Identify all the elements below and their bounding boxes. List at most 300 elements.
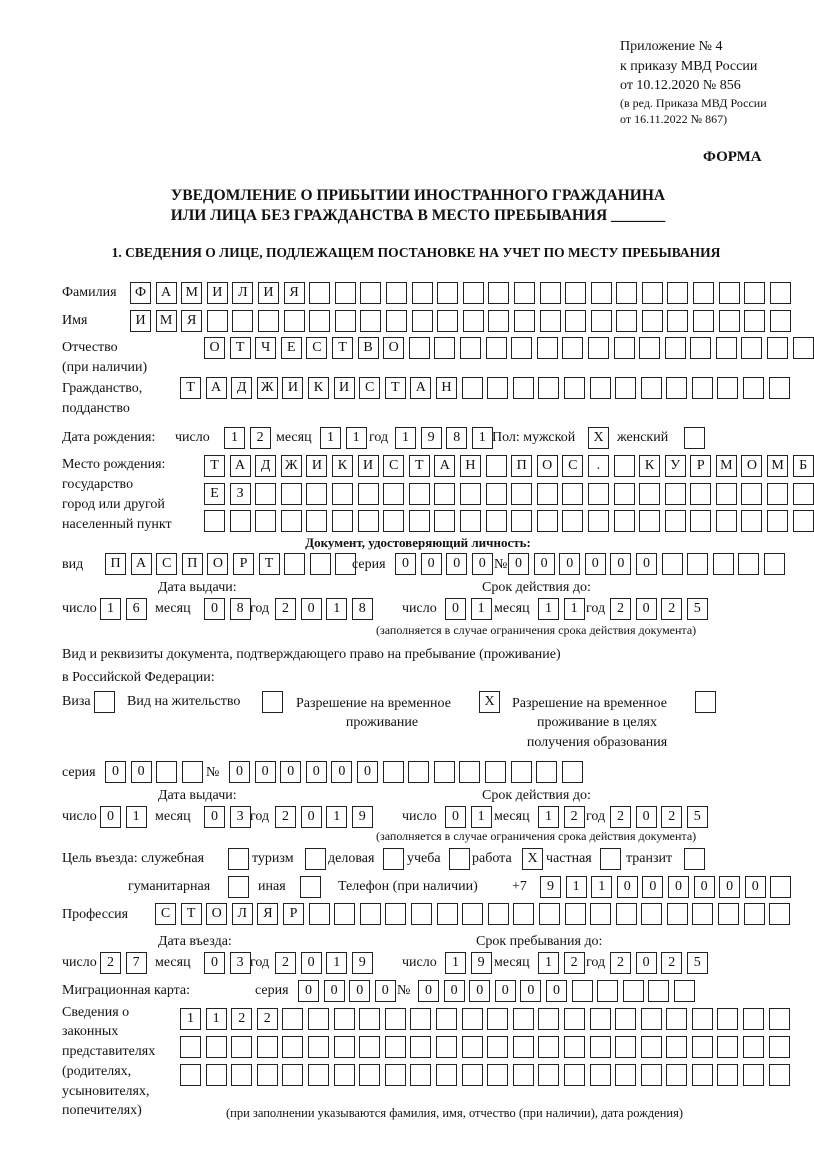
purpose-humanitarian-checkbox[interactable] [228,876,249,898]
char-cell[interactable]: 3 [230,806,251,828]
char-cell[interactable]: 2 [275,806,296,828]
char-cell[interactable] [383,510,404,532]
char-cell[interactable] [770,876,791,898]
char-cell[interactable] [614,483,635,505]
char-cell[interactable] [767,510,788,532]
char-cell[interactable]: Д [231,377,252,399]
char-cell[interactable] [487,1008,508,1030]
char-cell[interactable] [486,510,507,532]
res-number-field[interactable] [229,761,583,783]
char-cell[interactable]: Ч [255,337,276,359]
char-cell[interactable]: 5 [687,952,708,974]
char-cell[interactable]: И [306,455,327,477]
char-cell[interactable]: Я [257,903,278,925]
char-cell[interactable] [667,903,688,925]
stay-year-field[interactable] [610,952,708,974]
char-cell[interactable] [717,377,738,399]
char-cell[interactable] [281,510,302,532]
char-cell[interactable] [412,310,433,332]
char-cell[interactable]: 0 [585,553,606,575]
char-cell[interactable]: Л [232,903,253,925]
char-cell[interactable]: 0 [520,980,541,1002]
char-cell[interactable] [538,1064,559,1086]
char-cell[interactable]: К [639,455,660,477]
char-cell[interactable]: 0 [636,952,657,974]
reps-field-3[interactable] [180,1064,790,1086]
char-cell[interactable] [665,483,686,505]
char-cell[interactable]: 0 [204,598,225,620]
char-cell[interactable]: Т [181,903,202,925]
doc-issue-day-field[interactable] [100,598,147,620]
char-cell[interactable] [769,1036,790,1058]
char-cell[interactable]: 0 [610,553,631,575]
char-cell[interactable] [743,377,764,399]
char-cell[interactable] [641,1008,662,1030]
char-cell[interactable]: 0 [472,553,493,575]
char-cell[interactable]: 0 [445,806,466,828]
char-cell[interactable]: 0 [642,876,663,898]
sex-female-checkbox[interactable] [684,427,705,449]
char-cell[interactable] [540,310,561,332]
doc-valid-year-field[interactable] [610,598,708,620]
char-cell[interactable]: 0 [204,952,225,974]
char-cell[interactable] [662,553,683,575]
char-cell[interactable] [308,1064,329,1086]
char-cell[interactable] [616,282,637,304]
char-cell[interactable] [615,377,636,399]
char-cell[interactable] [642,310,663,332]
char-cell[interactable]: Ф [130,282,151,304]
char-cell[interactable]: Т [204,455,225,477]
char-cell[interactable]: 0 [444,980,465,1002]
char-cell[interactable]: А [410,377,431,399]
char-cell[interactable] [538,377,559,399]
char-cell[interactable] [463,310,484,332]
char-cell[interactable] [513,377,534,399]
char-cell[interactable]: 1 [566,876,587,898]
char-cell[interactable] [434,761,455,783]
char-cell[interactable] [487,377,508,399]
char-cell[interactable] [684,848,705,870]
char-cell[interactable] [513,903,534,925]
char-cell[interactable] [463,282,484,304]
doc-issue-year-field[interactable] [275,598,373,620]
char-cell[interactable]: Д [255,455,276,477]
patronymic-field[interactable] [204,337,814,359]
char-cell[interactable]: 0 [495,980,516,1002]
char-cell[interactable]: 0 [636,553,657,575]
char-cell[interactable]: 0 [301,806,322,828]
char-cell[interactable] [562,483,583,505]
char-cell[interactable] [684,427,705,449]
reps-field-1[interactable] [180,1008,790,1030]
char-cell[interactable] [764,553,785,575]
char-cell[interactable] [639,510,660,532]
char-cell[interactable] [462,903,483,925]
char-cell[interactable] [717,1064,738,1086]
entry-month-field[interactable] [204,952,251,974]
char-cell[interactable] [488,282,509,304]
char-cell[interactable]: 2 [564,952,585,974]
char-cell[interactable] [485,761,506,783]
char-cell[interactable] [743,1008,764,1030]
char-cell[interactable] [513,1008,534,1030]
char-cell[interactable] [648,980,669,1002]
char-cell[interactable]: 1 [326,806,347,828]
res-issue-day-field[interactable] [100,806,147,828]
char-cell[interactable]: А [131,553,152,575]
purpose-transit-checkbox[interactable] [684,848,705,870]
char-cell[interactable] [665,510,686,532]
res-valid-year-field[interactable] [610,806,708,828]
char-cell[interactable]: Т [230,337,251,359]
char-cell[interactable] [641,377,662,399]
res-valid-month-field[interactable] [538,806,585,828]
birthplace-field-2[interactable] [204,483,814,505]
char-cell[interactable]: И [258,282,279,304]
char-cell[interactable]: 0 [421,553,442,575]
char-cell[interactable] [308,1008,329,1030]
purpose-business-checkbox[interactable] [383,848,404,870]
char-cell[interactable]: 2 [610,806,631,828]
char-cell[interactable] [410,1064,431,1086]
dob-year-field[interactable] [395,427,493,449]
birthplace-field-3[interactable] [204,510,814,532]
char-cell[interactable]: 1 [445,952,466,974]
char-cell[interactable] [537,483,558,505]
char-cell[interactable] [434,337,455,359]
char-cell[interactable]: 0 [375,980,396,1002]
char-cell[interactable] [360,903,381,925]
char-cell[interactable] [206,1064,227,1086]
char-cell[interactable]: 9 [471,952,492,974]
char-cell[interactable]: Б [793,455,814,477]
char-cell[interactable] [257,1064,278,1086]
char-cell[interactable]: 0 [446,553,467,575]
char-cell[interactable]: 2 [661,806,682,828]
char-cell[interactable] [692,377,713,399]
visa-checkbox[interactable] [94,691,115,713]
char-cell[interactable] [716,483,737,505]
char-cell[interactable]: М [156,310,177,332]
char-cell[interactable] [690,483,711,505]
char-cell[interactable] [386,310,407,332]
char-cell[interactable]: X [522,848,543,870]
purpose-work-checkbox[interactable] [522,848,543,870]
char-cell[interactable] [565,282,586,304]
char-cell[interactable]: Т [332,337,353,359]
char-cell[interactable] [94,691,115,713]
char-cell[interactable] [692,1064,713,1086]
char-cell[interactable]: И [130,310,151,332]
char-cell[interactable]: 9 [540,876,561,898]
char-cell[interactable]: 1 [538,952,559,974]
char-cell[interactable] [667,282,688,304]
char-cell[interactable] [488,310,509,332]
char-cell[interactable]: К [332,455,353,477]
char-cell[interactable]: Ж [257,377,278,399]
char-cell[interactable] [588,510,609,532]
char-cell[interactable] [717,1036,738,1058]
char-cell[interactable] [588,337,609,359]
char-cell[interactable]: 0 [331,761,352,783]
char-cell[interactable] [614,510,635,532]
char-cell[interactable] [572,980,593,1002]
char-cell[interactable]: . [588,455,609,477]
char-cell[interactable]: И [207,282,228,304]
char-cell[interactable]: Л [232,282,253,304]
res-issue-year-field[interactable] [275,806,373,828]
char-cell[interactable]: Н [436,377,457,399]
entry-year-field[interactable] [275,952,373,974]
char-cell[interactable] [716,337,737,359]
char-cell[interactable]: С [562,455,583,477]
char-cell[interactable]: О [204,337,225,359]
char-cell[interactable] [666,1064,687,1086]
doc-valid-day-field[interactable] [445,598,492,620]
char-cell[interactable] [614,337,635,359]
char-cell[interactable] [257,1036,278,1058]
char-cell[interactable] [486,483,507,505]
char-cell[interactable]: 7 [126,952,147,974]
char-cell[interactable] [156,761,177,783]
char-cell[interactable]: 6 [126,598,147,620]
doc-issue-month-field[interactable] [204,598,251,620]
char-cell[interactable] [410,1008,431,1030]
char-cell[interactable] [666,1036,687,1058]
char-cell[interactable] [282,1036,303,1058]
stay-day-field[interactable] [445,952,492,974]
char-cell[interactable] [436,1008,457,1030]
citizenship-field[interactable] [180,377,790,399]
char-cell[interactable] [641,1036,662,1058]
char-cell[interactable] [436,1036,457,1058]
char-cell[interactable]: 2 [564,806,585,828]
char-cell[interactable] [562,337,583,359]
char-cell[interactable] [616,310,637,332]
entry-day-field[interactable] [100,952,147,974]
char-cell[interactable] [383,761,404,783]
char-cell[interactable]: 1 [346,427,367,449]
profession-field[interactable] [155,903,790,925]
char-cell[interactable]: 0 [559,553,580,575]
char-cell[interactable]: 0 [418,980,439,1002]
char-cell[interactable]: 1 [564,598,585,620]
char-cell[interactable] [511,337,532,359]
char-cell[interactable]: М [767,455,788,477]
char-cell[interactable]: 0 [100,806,121,828]
res-valid-day-field[interactable] [445,806,492,828]
char-cell[interactable]: П [182,553,203,575]
doc-kind-field[interactable] [105,553,356,575]
char-cell[interactable]: 8 [230,598,251,620]
char-cell[interactable] [462,1064,483,1086]
dob-month-field[interactable] [320,427,367,449]
surname-field[interactable] [130,282,791,304]
doc-number-field[interactable] [508,553,785,575]
char-cell[interactable]: 1 [538,598,559,620]
char-cell[interactable] [641,903,662,925]
char-cell[interactable]: 2 [275,598,296,620]
char-cell[interactable]: 0 [636,806,657,828]
char-cell[interactable]: О [207,553,228,575]
char-cell[interactable] [308,1036,329,1058]
char-cell[interactable] [332,483,353,505]
char-cell[interactable] [564,1064,585,1086]
char-cell[interactable]: 1 [472,427,493,449]
char-cell[interactable] [770,282,791,304]
char-cell[interactable]: 0 [445,598,466,620]
char-cell[interactable] [674,980,695,1002]
char-cell[interactable] [770,310,791,332]
char-cell[interactable] [564,377,585,399]
char-cell[interactable] [565,903,586,925]
char-cell[interactable] [231,1036,252,1058]
res-issue-month-field[interactable] [204,806,251,828]
char-cell[interactable] [536,761,557,783]
char-cell[interactable] [511,510,532,532]
char-cell[interactable] [590,1008,611,1030]
char-cell[interactable] [262,691,283,713]
char-cell[interactable]: 9 [421,427,442,449]
char-cell[interactable] [358,510,379,532]
char-cell[interactable] [334,903,355,925]
char-cell[interactable]: М [716,455,737,477]
char-cell[interactable]: 2 [610,952,631,974]
char-cell[interactable]: X [588,427,609,449]
char-cell[interactable] [284,310,305,332]
char-cell[interactable] [437,310,458,332]
purpose-official-checkbox[interactable] [228,848,249,870]
char-cell[interactable]: 0 [204,806,225,828]
char-cell[interactable] [228,848,249,870]
char-cell[interactable]: 2 [100,952,121,974]
char-cell[interactable] [615,1036,636,1058]
char-cell[interactable] [713,553,734,575]
char-cell[interactable] [410,1036,431,1058]
char-cell[interactable]: Н [460,455,481,477]
char-cell[interactable] [690,510,711,532]
char-cell[interactable]: 0 [395,553,416,575]
char-cell[interactable]: 1 [180,1008,201,1030]
char-cell[interactable] [282,1064,303,1086]
temp-edu-checkbox[interactable] [695,691,716,713]
char-cell[interactable]: 0 [719,876,740,898]
purpose-private-checkbox[interactable] [600,848,621,870]
char-cell[interactable] [513,1036,534,1058]
char-cell[interactable]: 0 [306,761,327,783]
char-cell[interactable] [180,1036,201,1058]
char-cell[interactable]: 0 [255,761,276,783]
char-cell[interactable] [590,903,611,925]
char-cell[interactable]: А [434,455,455,477]
char-cell[interactable] [255,510,276,532]
char-cell[interactable] [409,337,430,359]
char-cell[interactable]: 0 [668,876,689,898]
reps-field-2[interactable] [180,1036,790,1058]
char-cell[interactable] [600,848,621,870]
char-cell[interactable] [687,553,708,575]
char-cell[interactable] [793,510,814,532]
char-cell[interactable] [793,337,814,359]
char-cell[interactable]: И [334,377,355,399]
char-cell[interactable] [462,377,483,399]
char-cell[interactable] [743,1036,764,1058]
purpose-study-checkbox[interactable] [449,848,470,870]
char-cell[interactable] [562,510,583,532]
char-cell[interactable] [383,483,404,505]
char-cell[interactable] [741,510,762,532]
char-cell[interactable]: 1 [326,598,347,620]
char-cell[interactable]: У [665,455,686,477]
char-cell[interactable] [386,282,407,304]
res-series-field[interactable] [105,761,203,783]
char-cell[interactable]: П [511,455,532,477]
char-cell[interactable]: С [359,377,380,399]
char-cell[interactable]: 8 [352,598,373,620]
char-cell[interactable]: 0 [636,598,657,620]
char-cell[interactable] [667,310,688,332]
char-cell[interactable] [514,282,535,304]
char-cell[interactable] [693,310,714,332]
char-cell[interactable] [540,282,561,304]
char-cell[interactable] [717,1008,738,1030]
char-cell[interactable] [597,980,618,1002]
char-cell[interactable]: 1 [395,427,416,449]
char-cell[interactable] [538,1036,559,1058]
char-cell[interactable] [408,761,429,783]
char-cell[interactable]: 2 [661,598,682,620]
char-cell[interactable]: 1 [471,806,492,828]
char-cell[interactable] [306,483,327,505]
char-cell[interactable] [744,310,765,332]
doc-series-field[interactable] [395,553,493,575]
char-cell[interactable] [460,337,481,359]
char-cell[interactable] [437,903,458,925]
char-cell[interactable] [565,310,586,332]
char-cell[interactable]: О [206,903,227,925]
char-cell[interactable] [590,1036,611,1058]
char-cell[interactable] [335,282,356,304]
char-cell[interactable]: 2 [231,1008,252,1030]
char-cell[interactable] [358,483,379,505]
char-cell[interactable] [334,1008,355,1030]
purpose-other-checkbox[interactable] [300,876,321,898]
char-cell[interactable]: 8 [446,427,467,449]
char-cell[interactable]: Т [385,377,406,399]
char-cell[interactable]: Р [690,455,711,477]
char-cell[interactable] [614,455,635,477]
char-cell[interactable]: 0 [131,761,152,783]
char-cell[interactable] [539,903,560,925]
char-cell[interactable] [665,337,686,359]
char-cell[interactable] [411,903,432,925]
char-cell[interactable] [623,980,644,1002]
char-cell[interactable]: 2 [275,952,296,974]
dob-day-field[interactable] [224,427,271,449]
char-cell[interactable] [666,377,687,399]
char-cell[interactable] [692,903,713,925]
purpose-tourism-checkbox[interactable] [305,848,326,870]
char-cell[interactable] [741,337,762,359]
char-cell[interactable]: А [206,377,227,399]
char-cell[interactable] [460,483,481,505]
char-cell[interactable] [486,337,507,359]
char-cell[interactable]: 5 [687,806,708,828]
char-cell[interactable]: 0 [301,598,322,620]
char-cell[interactable] [767,337,788,359]
char-cell[interactable] [615,1008,636,1030]
